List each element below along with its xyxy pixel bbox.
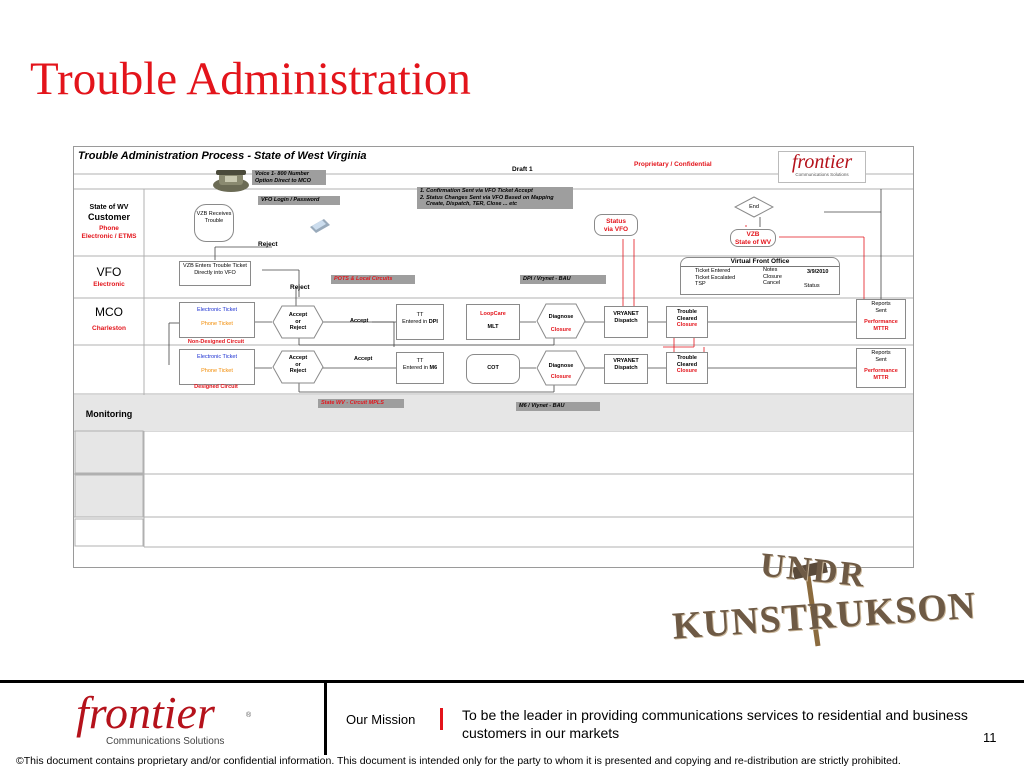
electronic-ticket-row1: Electronic Ticket bbox=[196, 307, 238, 313]
mttr-row1: MTTR bbox=[873, 325, 889, 332]
stamp-line2: KUNSTRUKSON bbox=[670, 584, 978, 648]
lane-vfo bbox=[78, 265, 140, 289]
diagram-title: Trouble Administration Process - State of West Virginia bbox=[78, 150, 367, 162]
vzb-state-line1: VZB bbox=[746, 231, 760, 238]
closure-row2: Closure bbox=[550, 374, 572, 380]
vzb-enters-node: VZB Enters Trouble Ticket Directly into VFO bbox=[179, 261, 251, 286]
callout-dpi: DPI / Vrynet - BAU bbox=[520, 275, 606, 284]
or-row1: or bbox=[295, 318, 301, 325]
lane-monitoring-line1: Monitoring bbox=[85, 409, 133, 419]
mission-label: Our Mission bbox=[346, 712, 416, 727]
lane-vfo-line1: VFO bbox=[96, 265, 122, 279]
accept-row1-a: Accept bbox=[288, 312, 308, 318]
reject-label-2: Reject bbox=[290, 284, 310, 291]
under-construction-stamp bbox=[668, 546, 978, 658]
end-label: End bbox=[749, 204, 759, 210]
page-number: 11 bbox=[983, 730, 997, 745]
accept-label-row2: Accept bbox=[354, 356, 373, 362]
electronic-ticket-row2: Electronic Ticket bbox=[196, 354, 238, 360]
diagnose-row2: Diagnose bbox=[548, 363, 574, 369]
footer-divider bbox=[0, 680, 1024, 683]
vfo-office-ticket-entered: Ticket Entered bbox=[695, 268, 731, 274]
computer-icon bbox=[306, 209, 332, 235]
tt-box-row2 bbox=[396, 352, 444, 384]
mission-divider bbox=[440, 708, 443, 730]
reports-box-row1 bbox=[856, 299, 906, 339]
vfo-office-title: Virtual Front Office bbox=[681, 258, 839, 267]
telephone-icon bbox=[210, 167, 252, 193]
vfo-office-date: 3/9/2010 bbox=[807, 269, 829, 275]
callout-confirmation-1: 1. Confirmation Sent via VFO Ticket Accept bbox=[420, 188, 533, 194]
tt-system-row1: DPI bbox=[428, 318, 438, 325]
performance-row2: Performance bbox=[864, 368, 898, 374]
dispatch-row2: Dispatch bbox=[614, 364, 638, 371]
or-row2: or bbox=[295, 361, 301, 368]
copyright-notice: ©This document contains proprietary and/or confidential information. This document is intended only for the party to whom it is presented and copying and re-distribution are strictly prohibited. bbox=[16, 755, 901, 767]
lane-state-line3: Phone bbox=[99, 225, 119, 232]
trouble-cleared-row1 bbox=[666, 306, 708, 338]
callout-confirmation-3: Create, Dispatch, TER, Close ... etc bbox=[426, 201, 518, 207]
mlt-label: MLT bbox=[487, 323, 499, 330]
circuit-label-row2: Designed Circuit bbox=[194, 384, 238, 390]
dispatch-row1: Dispatch bbox=[614, 317, 638, 324]
accept-reject-row2 bbox=[272, 355, 324, 375]
lane-state-customer bbox=[78, 204, 140, 240]
performance-row1: Performance bbox=[864, 319, 898, 325]
callout-voice: Voice 1- 800 Number Option Direct to MCO bbox=[252, 170, 326, 185]
slide-title: Trouble Administration bbox=[30, 53, 471, 105]
trouble-row2: Trouble bbox=[677, 355, 697, 361]
confidential-label: Proprietary / Confidential bbox=[634, 161, 712, 168]
vfo-office-cancel: Cancel bbox=[763, 280, 781, 286]
diagnose-hex-row1 bbox=[536, 303, 586, 339]
vfo-office-tsp: TSP bbox=[695, 281, 706, 287]
vfo-office-col2 bbox=[763, 267, 782, 287]
callout-confirmation bbox=[417, 187, 573, 209]
loopcare-box bbox=[466, 304, 520, 340]
header-logo-text: frontier bbox=[791, 151, 853, 173]
sent-row2: Sent bbox=[875, 356, 887, 363]
dispatch-box-row1 bbox=[604, 306, 648, 338]
accept-reject-row1 bbox=[272, 312, 324, 332]
diagnose-row1: Diagnose bbox=[548, 314, 574, 320]
callout-vfo-login: VFO Login / Password bbox=[258, 196, 340, 205]
tt-row1: TT bbox=[416, 312, 424, 318]
footer-frontier-logo bbox=[76, 687, 256, 748]
accept-row2-a: Accept bbox=[288, 355, 308, 361]
ticket-box-row2 bbox=[179, 349, 255, 385]
trouble-row1: Trouble bbox=[677, 309, 697, 315]
reports-row2: Reports bbox=[871, 350, 891, 356]
cot-box bbox=[466, 354, 520, 384]
loopcare-label: LoopCare bbox=[480, 311, 506, 317]
footer-logo-text: frontier bbox=[76, 687, 215, 738]
accept-label-row1: Accept bbox=[350, 318, 369, 324]
cleared-closure-row2: Closure bbox=[676, 368, 698, 374]
virtual-front-office-panel bbox=[680, 257, 840, 295]
lane-mco-line1: MCO bbox=[95, 305, 123, 319]
callout-pots: POTS & Local Circuits bbox=[331, 275, 415, 284]
dispatch-box-row2 bbox=[604, 354, 648, 384]
status-vfo-node bbox=[594, 214, 638, 236]
ticket-box-row1 bbox=[179, 302, 255, 338]
sent-row1: Sent bbox=[875, 307, 887, 314]
reject-label-1: Reject bbox=[258, 241, 278, 248]
phone-ticket-row2: Phone Ticket bbox=[201, 367, 233, 374]
footer-separator bbox=[324, 683, 327, 755]
callout-mpls: State WV - Circuit MPLS bbox=[318, 399, 404, 408]
cot-label: COT bbox=[487, 365, 499, 371]
footer-logo-registered: ® bbox=[246, 712, 252, 719]
callout-m6: M6 / Vlynet - BAU bbox=[516, 402, 600, 411]
tt-entered-row1: Entered in bbox=[402, 318, 429, 325]
header-logo-tagline: Communications Solutions bbox=[795, 172, 849, 177]
stamp-line1: UNDR bbox=[758, 546, 868, 595]
phone-ticket-row1: Phone Ticket bbox=[201, 320, 233, 327]
callout-confirmation-2: 2. Status Changes Sent via VFO Based on Mapping bbox=[420, 194, 554, 201]
footer-logo-tagline: Communications Solutions bbox=[106, 736, 225, 747]
closure-row1: Closure bbox=[550, 327, 572, 333]
reports-box-row2 bbox=[856, 348, 906, 388]
tt-row2: TT bbox=[416, 358, 424, 364]
mttr-row2: MTTR bbox=[873, 374, 889, 381]
lane-vfo-line2: Electronic bbox=[93, 281, 125, 288]
lane-mco bbox=[78, 305, 140, 333]
reject-row2: Reject bbox=[289, 368, 307, 374]
lane-mco-line2: Charleston bbox=[92, 325, 126, 332]
process-diagram bbox=[73, 146, 914, 568]
vryanet-row2: VRYANET bbox=[613, 358, 639, 364]
reports-row1: Reports bbox=[871, 301, 891, 307]
circuit-label-row1: Non-Designed Circuit bbox=[187, 339, 245, 345]
vzb-receives-node: VZB Receives Trouble bbox=[194, 204, 234, 242]
vfo-office-col1 bbox=[695, 268, 735, 288]
status-vfo-line1: Status bbox=[606, 218, 626, 225]
reject-row1: Reject bbox=[289, 325, 307, 331]
vryanet-row1: VRYANET bbox=[613, 311, 639, 317]
cleared-row1: Cleared bbox=[676, 315, 698, 322]
vzb-state-line2: State of WV bbox=[734, 238, 772, 246]
draft-label: Draft 1 bbox=[512, 166, 533, 173]
vfo-office-closure: Closure bbox=[763, 273, 782, 280]
cleared-row2: Cleared bbox=[676, 361, 698, 368]
vfo-office-status: Status bbox=[804, 283, 820, 289]
tt-system-row2: M6 bbox=[429, 364, 438, 371]
lane-state-line1: State of WV bbox=[89, 204, 129, 211]
trouble-cleared-row2 bbox=[666, 352, 708, 384]
tt-box-row1 bbox=[396, 304, 444, 340]
lane-state-line2: Customer bbox=[87, 212, 130, 222]
vfo-office-notes: Notes bbox=[763, 267, 778, 273]
cleared-closure-row1: Closure bbox=[676, 322, 698, 328]
lane-monitoring bbox=[78, 409, 140, 419]
status-vfo-line2: via VFO bbox=[603, 225, 629, 233]
vzb-state-node bbox=[730, 229, 776, 247]
vfo-office-ticket-escalated: Ticket Escalated bbox=[695, 274, 736, 281]
tt-entered-row2: Entered in bbox=[402, 364, 430, 371]
mission-text: To be the leader in providing communications services to residential and business customers in our markets bbox=[462, 707, 968, 741]
lane-state-line4: Electronic / ETMS bbox=[81, 232, 137, 240]
header-frontier-logo bbox=[778, 151, 866, 183]
